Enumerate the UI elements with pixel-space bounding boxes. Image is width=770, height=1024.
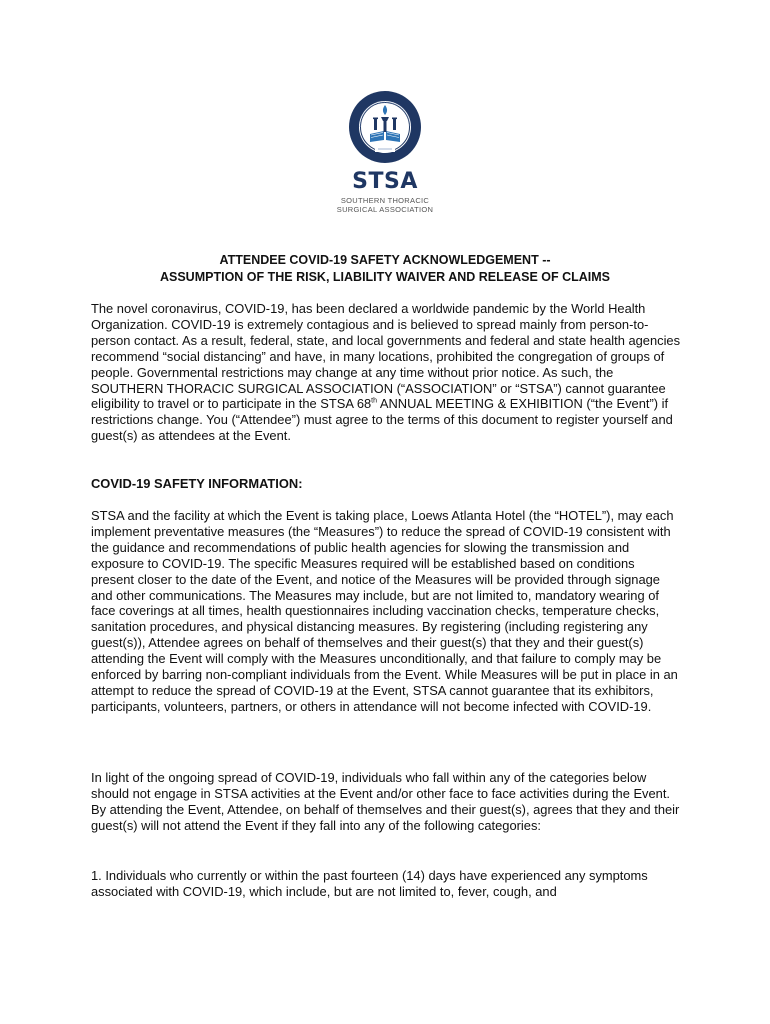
intro-text-part2: ANNUAL MEETING & EXHIBITION (“the Event”) if restrictions change. You (“Attendee”) must agree to the terms of this document to register yourself and guest(s) as attendees at the Event. [91,396,673,444]
category-item-1: 1. Individuals who currently or within the past fourteen (14) days have experienced any symptoms associated with COVID-19, which include, but are not limited to, fever, cough, and [91,868,648,899]
logo-subtitle-line2: SURGICAL ASSOCIATION [336,205,434,214]
ordinal-suffix: th [371,398,378,406]
stsa-logo [334,90,436,220]
logo-wordmark: STSA [352,169,418,194]
categories-paragraph: In light of the ongoing spread of COVID-19, individuals who fall within any of the categories below should not engage in STSA activities at the Event and/or other face to face activities during the Event. By attending the Event, Attendee, on behalf of themselves and their guest(s), agrees that they and their guest(s) will not attend the Event if they fall into any of the following categories: [91,770,680,833]
section-heading: COVID-19 SAFETY INFORMATION: [91,476,303,491]
safety-information-paragraph: STSA and the facility at which the Event is taking place, Loews Atlanta Hotel (the “HOTEL”), may each implement preventative measures (the “Measures”) to reduce the spread of COVID-19 consistent with the guidance and recommendations of public health agencies for slowing the transmission and exposure to COVID-19. The specific Measures required will be established based on conditions present closer to the date of the Event, and notice of the Measures will be provided through signage and other communications. The Measures may include, but are not limited to, mandatory wearing of face coverings at all times, health questionnaires including vaccination checks, temperature checks, sanitation procedures, and physical distancing measures. By registering (including registering any guest(s)), Attendee agrees on behalf of themselves and their guest(s) that they and their guest(s) attending the Event will comply with the Measures unconditionally, and that failure to comply may be enforced by barring non-compliant individuals from the Event. While Measures will be put in place in an attempt to reduce the spread of COVID-19 at the Event, STSA cannot guarantee that its exhibitors, participants, volunteers, partners, or others in attendance will not become infected with COVID-19. [91,508,678,714]
document-title-line2: ASSUMPTION OF THE RISK, LIABILITY WAIVER AND RELEASE OF CLAIMS [159,270,611,284]
intro-paragraph [91,301,681,444]
intro-text-part1: The novel coronavirus, COVID-19, has been declared a worldwide pandemic by the World Health Organization. COVID-19 is extremely contagious and is believed to spread mainly from person-to-person contact. As a result, federal, state, and local governments and federal and state health agencies recommend “social distancing” and have, in many locations, prohibited the congregation of groups of people. Governmental restrictions may change at any time without prior notice. As such, the SOUTHERN THORACIC SURGICAL ASSOCIATION (“ASSOCIATION” or “STSA”) cannot guarantee eligibility to travel or to participate in the STSA 68 [91,301,681,412]
document-title-line1: ATTENDEE COVID-19 SAFETY ACKNOWLEDGEMENT -- [219,253,551,267]
logo-subtitle-line1: SOUTHERN THORACIC [340,196,430,205]
stsa-seal-emblem [348,90,422,164]
logo-subtitle [334,196,436,214]
